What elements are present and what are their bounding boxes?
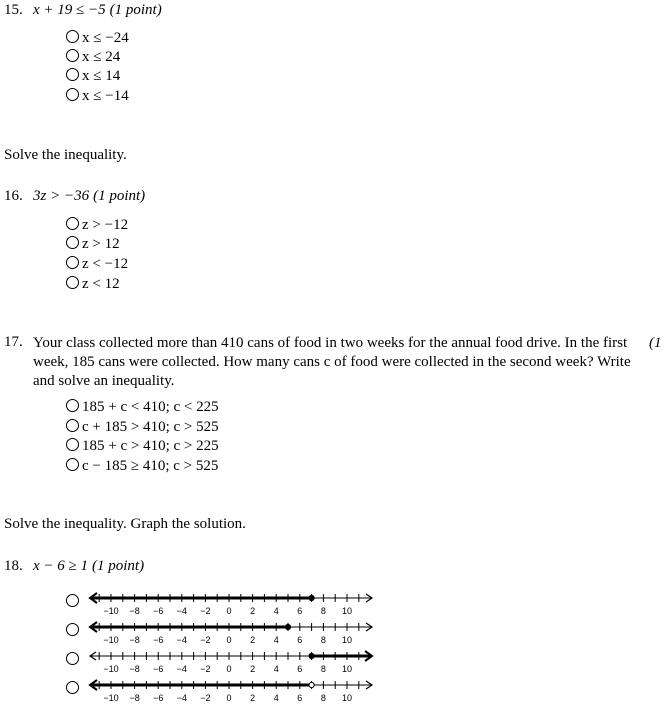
option-label: z > 12 [82,236,120,252]
option-label: 185 + c > 410; c > 225 [82,438,219,454]
radio-button[interactable] [66,49,79,62]
q17-number: 17. [4,334,23,350]
radio-button[interactable] [66,399,79,412]
radio-button[interactable] [66,256,79,269]
number-line-graph [86,677,376,701]
radio-button[interactable] [66,438,79,451]
q17-option-4[interactable] [66,457,218,476]
radio-button[interactable] [66,68,79,81]
question-points: (1 point) [93,188,146,204]
radio-button[interactable] [66,652,79,665]
radio-button[interactable] [66,419,79,432]
tick-label: 10 [341,606,353,616]
q16-option-4[interactable] [66,275,120,294]
q17-option-3[interactable] [66,437,219,456]
tick-label: −8 [129,606,140,616]
option-label: z < −12 [82,256,129,272]
question-16-header [4,188,145,205]
question-expression: x − 6 ≥ 1 [33,558,89,574]
q16-option-2[interactable] [66,235,120,254]
question-points: (1 point) [92,558,145,574]
tick-label: −2 [200,606,211,616]
tick-label: 8 [320,606,326,616]
tick-label: −2 [200,664,211,674]
tick-label: 2 [250,664,256,674]
tick-label: −2 [200,635,211,645]
number-line-graph [86,590,376,614]
radio-button[interactable] [66,623,79,636]
tick-label: 6 [297,664,303,674]
open-endpoint [309,682,314,687]
closed-endpoint [309,653,314,658]
radio-button[interactable] [66,276,79,289]
closed-endpoint [285,624,290,629]
tick-label: 10 [341,693,353,703]
radio-button[interactable] [66,30,79,43]
tick-label: 8 [320,635,326,645]
question-points: (1 point) [109,2,162,18]
tick-label: −10 [103,693,119,703]
tick-label: 4 [273,635,279,645]
option-label: 185 + c < 410; c < 225 [82,399,219,415]
tick-label: −6 [153,635,164,645]
number-line-graph [86,648,376,672]
tick-label: −10 [103,606,119,616]
tick-label: −10 [103,664,119,674]
tick-label: −10 [103,635,119,645]
tick-label: 0 [226,635,232,645]
tick-label: −6 [153,606,164,616]
q15-option-3[interactable] [66,67,120,86]
question-points: (1 [649,335,662,351]
q16-option-3[interactable] [66,255,128,274]
option-label: x ≤ −14 [82,88,129,104]
q15-option-1[interactable] [66,29,129,48]
q17-question-text [33,334,666,391]
closed-endpoint [309,595,314,600]
q17-option-1[interactable] [66,398,219,417]
tick-label: 10 [341,664,353,674]
tick-label: −6 [153,693,164,703]
question-number: 18. [4,558,23,574]
q16-option-1[interactable] [66,216,128,235]
instruction-solve: Solve the inequality. [4,147,127,163]
tick-label: −4 [176,606,187,616]
question-number: 16. [4,188,23,204]
question-expression: x + 19 ≤ −5 [33,2,106,18]
tick-label: 6 [297,693,303,703]
tick-label: 2 [250,606,256,616]
radio-button[interactable] [66,88,79,101]
radio-button[interactable] [66,594,79,607]
tick-label: 10 [341,635,353,645]
question-number: 15. [4,2,23,18]
tick-label: −2 [200,693,211,703]
tick-label: −4 [176,693,187,703]
tick-label: −4 [176,635,187,645]
tick-label: 0 [226,693,232,703]
tick-label: 4 [273,606,279,616]
radio-button[interactable] [66,458,79,471]
option-label: z < 12 [82,276,120,292]
tick-label: −6 [153,664,164,674]
tick-label: 8 [320,664,326,674]
question-18-header [4,558,144,575]
q17-question: Your class collected more than 410 cans of food in two weeks for the annual food drive. In the first week, 185 cans were collected. How many cans c of food were collected in the second week? Write and solve an inequality. [33,335,631,389]
tick-label: 6 [297,635,303,645]
tick-label: 4 [273,693,279,703]
tick-label: 0 [226,606,232,616]
tick-label: 2 [250,635,256,645]
q17-option-2[interactable] [66,418,219,437]
question-15-header [4,2,162,19]
tick-label: −8 [129,635,140,645]
option-label: c + 185 > 410; c > 525 [82,419,219,435]
option-label: x ≤ 14 [82,68,121,84]
number-line-graph [86,619,376,643]
radio-button[interactable] [66,217,79,230]
tick-label: 2 [250,693,256,703]
option-label: c − 185 ≥ 410; c > 525 [82,458,219,474]
tick-label: −8 [129,664,140,674]
q15-option-4[interactable] [66,87,129,106]
tick-label: 8 [320,693,326,703]
radio-button[interactable] [66,681,79,694]
radio-button[interactable] [66,236,79,249]
question-expression: 3z > −36 [33,188,90,204]
tick-label: 4 [273,664,279,674]
instruction-graph: Solve the inequality. Graph the solution. [4,516,246,532]
option-label: z > −12 [82,217,129,233]
option-label: x ≤ 24 [82,49,121,65]
tick-label: −4 [176,664,187,674]
q15-option-2[interactable] [66,48,120,67]
tick-label: 6 [297,606,303,616]
tick-label: −8 [129,693,140,703]
tick-label: 0 [226,664,232,674]
option-label: x ≤ −24 [82,30,129,46]
